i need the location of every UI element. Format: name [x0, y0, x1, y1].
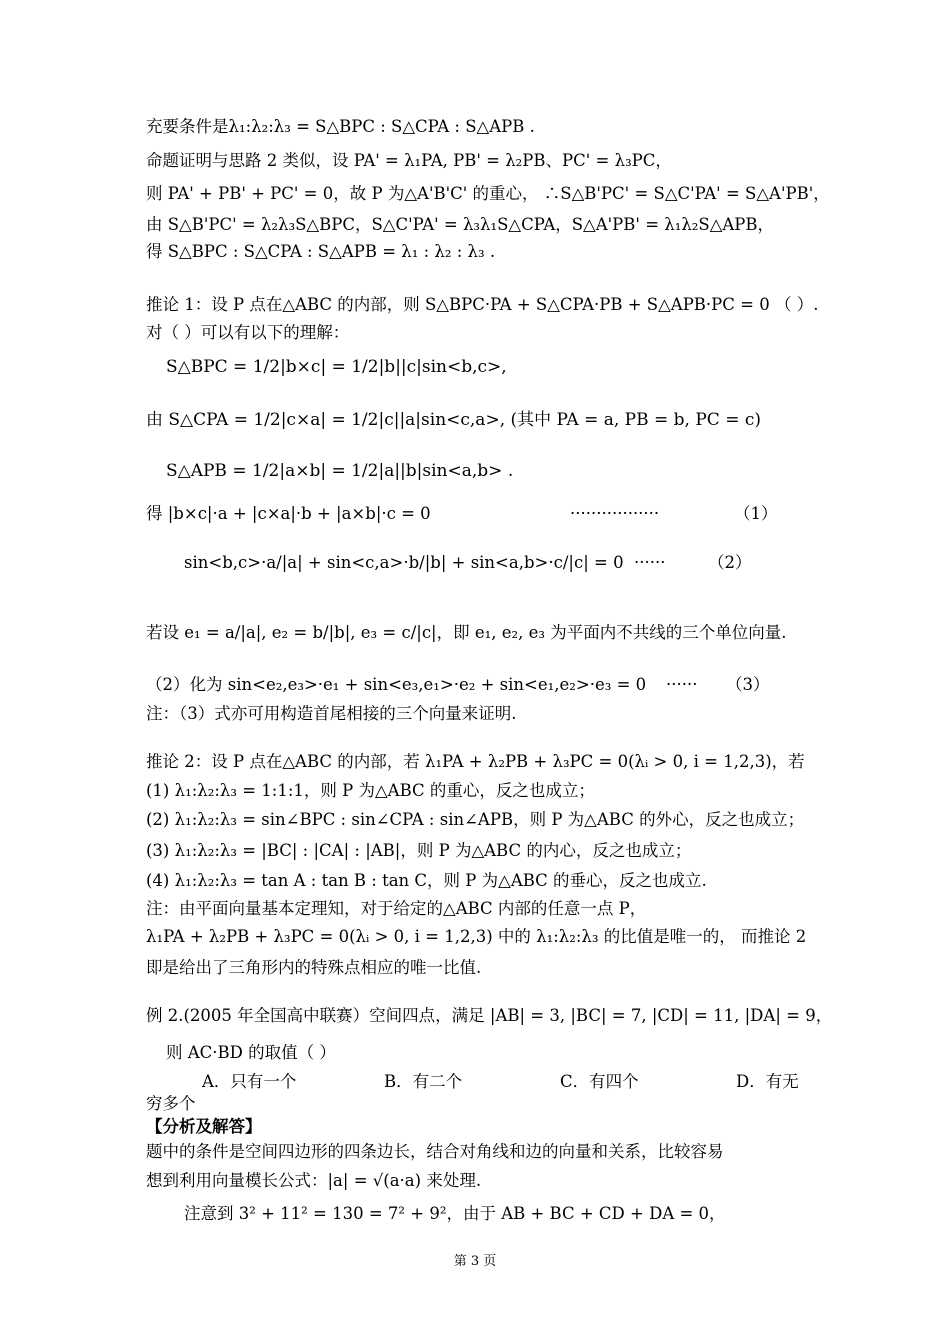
text-line: 注意到 3² + 11² = 130 = 7² + 9²，由于 AB + BC + CD + DA = 0，: [184, 1204, 726, 1223]
text-line: 即是给出了三角形内的特殊点相应的唯一比值.: [146, 958, 482, 977]
list-item: (4) λ₁:λ₂:λ₃ = tan A : tan B : tan C，则 P 为△ABC 的垂心，反之也成立.: [146, 871, 707, 890]
section-heading: 【分析及解答】: [146, 1117, 262, 1136]
text-line: 由 S△B'PC' = λ₂λ₃S△BPC，S△C'PA' = λ₃λ₁S△CPA，S△A'PB' = λ₁λ₂S△APB，: [146, 215, 775, 234]
text-line: 命题证明与思路 2 类似，设 PA' = λ₁PA, PB' = λ₂PB、PC' = λ₃PC，: [146, 151, 672, 170]
equation-dots: ·················: [570, 504, 660, 523]
equation-1: [146, 503, 810, 525]
text-line: 若设 e₁ = a/|a|, e₂ = b/|b|, e₃ = c/|c|，即 e₁, e₂, e₃ 为平面内不共线的三个单位向量.: [146, 623, 787, 642]
text-line: 题中的条件是空间四边形的四条边长，结合对角线和边的向量和关系，比较容易: [146, 1142, 724, 1161]
option-d: D．有无: [736, 1072, 799, 1091]
equation-dots: ······: [666, 675, 698, 694]
equation-2: [184, 552, 810, 574]
text-line: 充要条件是λ₁:λ₂:λ₃ = S△BPC : S△CPA : S△APB .: [146, 117, 535, 136]
note: 注：（3）式亦可用构造首尾相接的三个向量来证明.: [146, 704, 517, 723]
equation-number: （3）: [726, 675, 770, 694]
text-line: 穷多个: [146, 1094, 196, 1113]
option-b: B．有二个: [384, 1072, 463, 1091]
formula-line: S△BPC = 1/2|b×c| = 1/2|b||c|sin<b,c>,: [166, 357, 507, 377]
equation-text: 得 |b×c|·a + |c×a|·b + |a×b|·c = 0: [146, 504, 431, 523]
list-item: (3) λ₁:λ₂:λ₃ = |BC| : |CA| : |AB|，则 P 为△ABC 的内心，反之也成立；: [146, 841, 692, 860]
text-line: 则 PA' + PB' + PC' = 0，故 P 为△A'B'C' 的重心， ∴S△B'PC' = S△C'PA' = S△A'PB'，: [146, 184, 830, 203]
option-c: C．有四个: [560, 1072, 639, 1091]
example-2: 例 2.(2005 年全国高中联赛）空间四点，满足 |AB| = 3, |BC| = 7, |CD| = 11, |DA| = 9，: [146, 1006, 833, 1025]
text-line: λ₁PA + λ₂PB + λ₃PC = 0(λᵢ > 0, i = 1,2,3) 中的 λ₁:λ₂:λ₃ 的比值是唯一的， 而推论 2: [146, 927, 807, 946]
formula-line: 由 S△CPA = 1/2|c×a| = 1/2|c||a|sin<c,a>, (其中 PA = a, PB = b, PC = c): [146, 410, 762, 430]
equation-number: （1）: [734, 504, 778, 523]
equation-number: （2）: [708, 553, 752, 572]
equation-text: （2）化为 sin<e₂,e₃>·e₁ + sin<e₃,e₁>·e₂ + sin<e₁,e₂>·e₃ = 0: [146, 675, 647, 694]
equation-dots: ······: [634, 553, 666, 572]
option-a: A．只有一个: [202, 1072, 297, 1091]
corollary-2: 推论 2：设 P 点在△ABC 的内部，若 λ₁PA + λ₂PB + λ₃PC = 0(λᵢ > 0, i = 1,2,3)，若: [146, 752, 805, 771]
corollary-1: 推论 1：设 P 点在△ABC 的内部，则 S△BPC·PA + S△CPA·PB + S△APB·PC = 0 （ ）.: [146, 295, 819, 314]
text-line: 对（ ）可以有以下的理解：: [146, 323, 350, 342]
equation-3: [146, 674, 810, 696]
equation-text: sin<b,c>·a/|a| + sin<c,a>·b/|b| + sin<a,b>·c/|c| = 0: [184, 553, 624, 572]
note: 注：由平面向量基本定理知，对于给定的△ABC 内部的任意一点 P，: [146, 899, 647, 918]
text-line: 则 AC·BD 的取值（ ）: [166, 1043, 336, 1062]
page-number: 第 3 页: [453, 1254, 497, 1269]
formula-line: S△APB = 1/2|a×b| = 1/2|a||b|sin<a,b> .: [166, 461, 514, 481]
text-line: 得 S△BPC : S△CPA : S△APB = λ₁ : λ₂ : λ₃ .: [146, 242, 496, 261]
text-line: 想到利用向量模长公式：|a| = √(a·a) 来处理.: [146, 1171, 482, 1190]
list-item: (2) λ₁:λ₂:λ₃ = sin∠BPC : sin∠CPA : sin∠APB，则 P 为△ABC 的外心，反之也成立；: [146, 810, 805, 829]
list-item: (1) λ₁:λ₂:λ₃ = 1:1:1，则 P 为△ABC 的重心，反之也成立；: [146, 781, 595, 800]
